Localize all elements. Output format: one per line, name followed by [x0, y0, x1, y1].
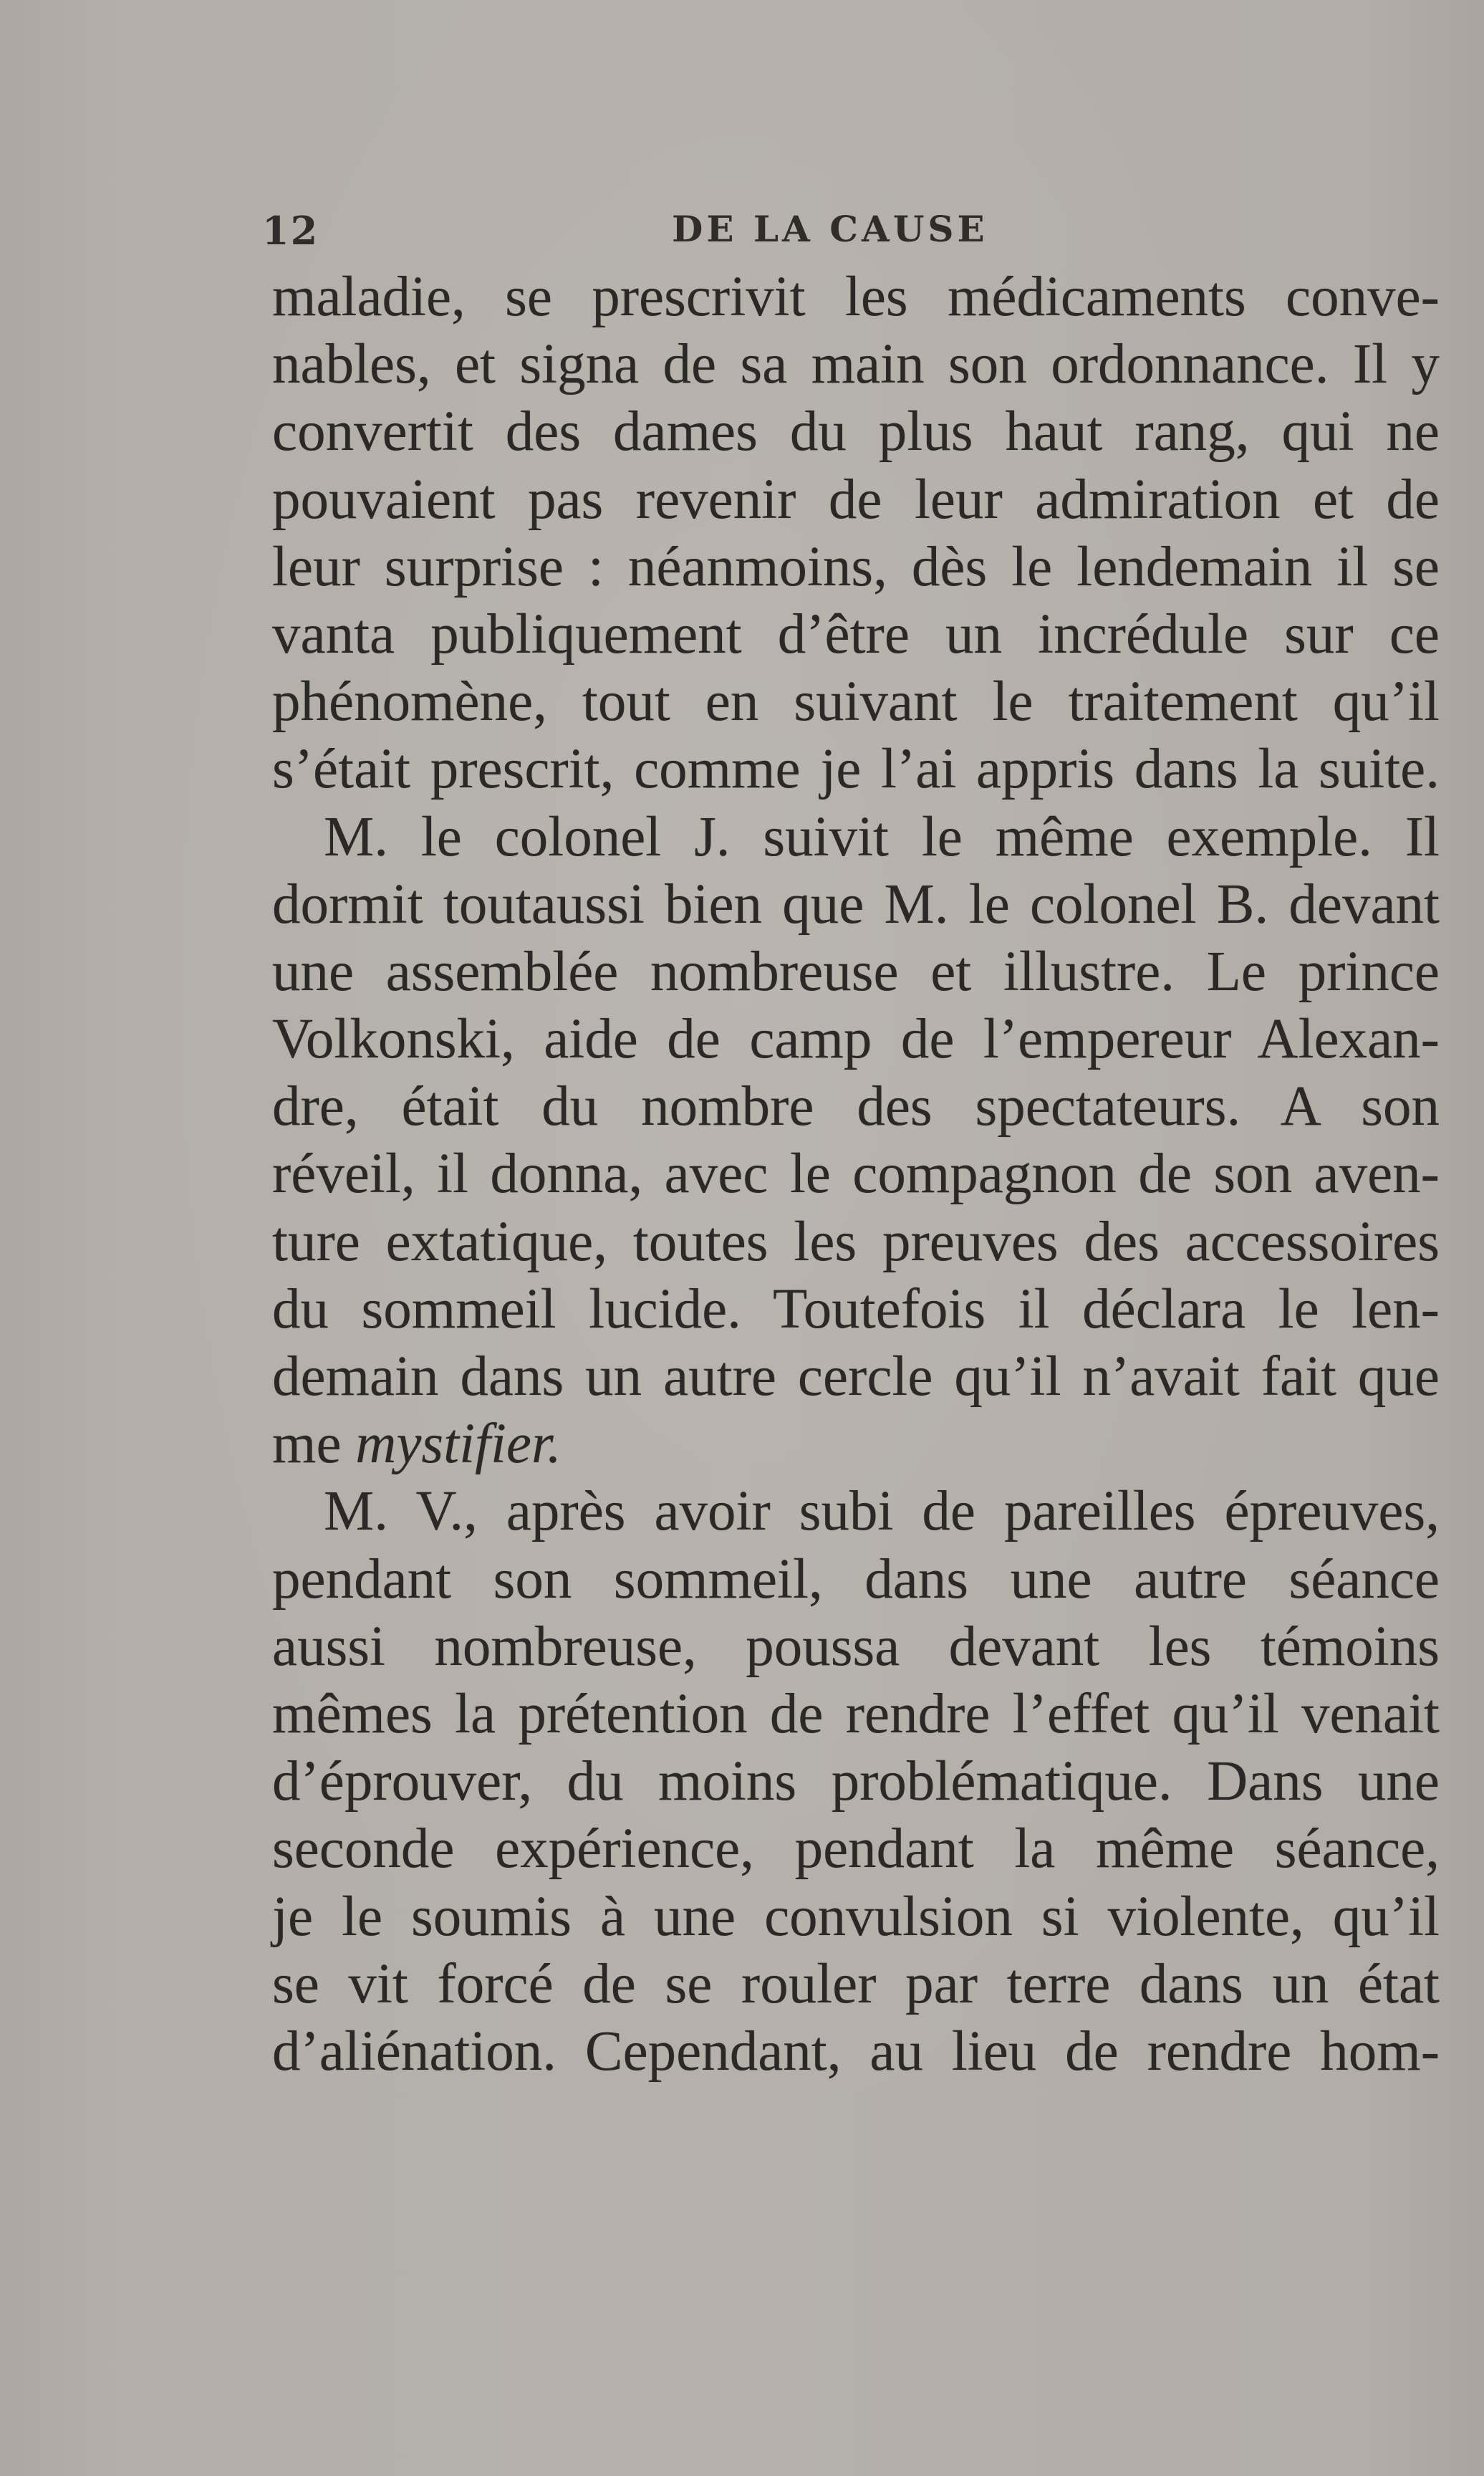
text-line-start: me — [272, 1413, 356, 1476]
text-line-last-of-paragraph — [272, 1411, 1440, 1478]
text-line: vanta publiquement d’être un incrédule sur ce — [272, 603, 1440, 666]
text-line: convertit des dames du plus haut rang, qui ne — [272, 400, 1440, 464]
text-line: d’éprouver, du moins problématique. Dans une — [272, 1750, 1440, 1813]
body-text — [272, 264, 1440, 2086]
text-line: dormit toutaussi bien que M. le colonel B. devant — [272, 873, 1440, 936]
text-line: Volkonski, aide de camp de l’empereur Alexan- — [272, 1008, 1440, 1071]
text-line: d’aliénation. Cependant, au lieu de rendre hom- — [272, 2020, 1440, 2083]
text-line: réveil, il donna, avec le compagnon de son aven- — [272, 1143, 1440, 1206]
text-line: une assemblée nombreuse et illustre. Le prince — [272, 940, 1440, 1003]
text-line: pendant son sommeil, dans une autre séance — [272, 1548, 1440, 1611]
running-title: DE LA CAUSE — [672, 208, 988, 250]
text-line: aussi nombreuse, poussa devant les témoins — [272, 1615, 1440, 1678]
text-line: s’était prescrit, comme je l’ai appris dans la suite. — [272, 738, 1440, 801]
text-line: phénomène, tout en suivant le traitement qu’il — [272, 671, 1440, 734]
text-line: dre, était du nombre des spectateurs. A son — [272, 1075, 1440, 1138]
text-line: M. V., après avoir subi de pareilles épreuves, — [324, 1480, 1440, 1543]
page-number: 12 — [262, 208, 319, 254]
text-line: ture extatique, toutes les preuves des accessoires — [272, 1210, 1440, 1273]
text-line: maladie, se prescrivit les médicaments conve- — [272, 266, 1440, 328]
text-line: M. le colonel J. suivit le même exemple. Il — [324, 805, 1440, 868]
text-line: du sommeil lucide. Toutefois il déclara le len- — [272, 1277, 1440, 1340]
text-line: je le soumis à une convulsion si violente, qu’il — [272, 1885, 1440, 1948]
text-line: nables, et signa de sa main son ordonnance. Il y — [272, 333, 1440, 396]
text-line: leur surprise : néanmoins, dès le lendemain il se — [272, 535, 1440, 598]
text-line: pouvaient pas revenir de leur admiration et de — [272, 468, 1440, 531]
text-line: mêmes la prétention de rendre l’effet qu’il venait — [272, 1682, 1440, 1745]
text-line: demain dans un autre cercle qu’il n’avait fait que — [272, 1345, 1440, 1408]
page-header — [236, 208, 1484, 265]
text-line: se vit forcé de se rouler par terre dans un état — [272, 1952, 1440, 2015]
italic-word: mystifier. — [355, 1413, 562, 1476]
text-line: seconde expérience, pendant la même séance, — [272, 1818, 1440, 1881]
